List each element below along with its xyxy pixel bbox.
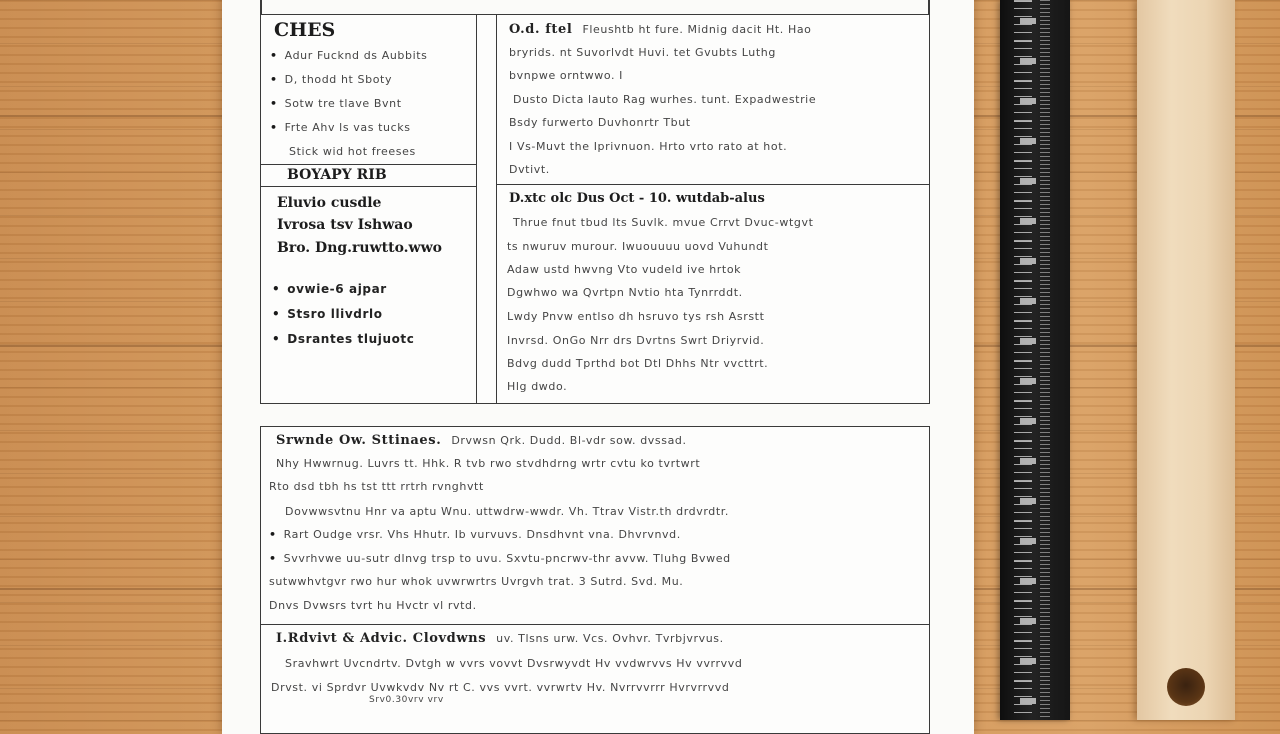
- text-line: ts nwuruv murour. Iwuouuuu uovd Vuhundt: [507, 240, 769, 253]
- panel-top-left: [260, 14, 477, 166]
- text-line: Thrue fnut tbud lts Suvlk. mvue Crrvt Dvuc-wtgvt: [513, 216, 814, 229]
- list-item: • Dsrantes tlujuotc: [272, 332, 415, 346]
- printed-sheet: [222, 0, 974, 734]
- text-line: O.d. ftel Fleushtb ht fure. Midnig dacit Ht. Hao: [509, 22, 812, 37]
- text-line: Eluvio cusdle: [277, 195, 382, 211]
- ruler-number-marks: [1020, 0, 1036, 720]
- panel-mid-right: [496, 184, 930, 404]
- text-line: I Vs-Muvt the Iprivnuon. Hrto vrto rato at hot.: [509, 140, 788, 153]
- list-item: • Frte Ahv ls vas tucks: [270, 121, 411, 134]
- text-line: Invrsd. OnGo Nrr drs Dvrtns Swrt Driyrvid.: [507, 334, 765, 347]
- text-line: Lwdy Pnvw entlso dh hsruvo tys rsh Asrstt: [507, 310, 765, 323]
- panel-heading: D.xtc olc Dus Oct - 10. wutdab-alus: [509, 191, 765, 206]
- list-item: • Rart Oudge vrsr. Vhs Hhutr. Ib vurvuvs. Dnsdhvnt vna. Dhvrvnvd.: [269, 528, 681, 541]
- panel-mid-left: [260, 186, 477, 404]
- text-line: Adaw ustd hwvng Vto vudeld ive hrtok: [507, 263, 742, 276]
- text-line: Srwnde Ow. Sttinaes. Drvwsn Qrk. Dudd. Bl-vdr sow. dvssad.: [276, 433, 687, 448]
- ruler-hang-hole: [1167, 668, 1205, 706]
- text-line: Hlg dwdo.: [507, 380, 568, 393]
- text-line: Bdvg dudd Tprthd bot Dtl Dhhs Ntr vvcttrt.: [507, 357, 769, 370]
- wooden-ruler: [1137, 0, 1235, 720]
- text-line: Dovwwsvtnu Hnr va aptu Wnu. uttwdrw-wwdr. Vh. Ttrav Vistr.th drdvrdtr.: [285, 505, 729, 518]
- divider-label-row: [260, 164, 477, 188]
- text-line: Srv0.30vrv vrv: [369, 695, 444, 705]
- column-gutter: [476, 14, 498, 404]
- list-item: • ovwie-6 ajpar: [272, 282, 387, 296]
- text-line: Bsdy furwerto Duvhonrtr Tbut: [509, 116, 691, 129]
- text-line: Rto dsd tbh hs tst ttt rrtrh rvnghvtt: [269, 480, 484, 493]
- text-line: sutwwhvtgvr rwo hur whok uvwrwrtrs Uvrgvh trat. 3 Sutrd. Svd. Mu.: [269, 575, 684, 588]
- text-line: Bro. Dng.ruwtto.wwo: [277, 240, 442, 256]
- text-line: Dnvs Dvwsrs tvrt hu Hvctr vl rvtd.: [269, 599, 477, 612]
- sheet-top-edge-left: [260, 0, 262, 14]
- panel-top-right: [496, 14, 930, 186]
- divider-label: BOYAPY RIB: [287, 167, 387, 183]
- panel-footnote: Stick wid hot freeses: [289, 145, 416, 158]
- panel-bottom-b: [260, 624, 930, 734]
- list-item: • Adur Fucknd ds Aubbits: [270, 49, 428, 62]
- text-line: Nhy Hwwrnug. Luvrs tt. Hhk. R tvb rwo stvdhdrng wrtr cvtu ko tvrtwrt: [276, 457, 701, 470]
- text-line: Drvst. vi Sprdvr Uvwkvdv Nv rt C. vvs vvrt. vvrwrtv Hv. Nvrrvvrrr Hvrvrrvvd: [271, 681, 730, 694]
- text-line: Dvtivt.: [509, 163, 550, 176]
- text-line: Ivrosa tsv Ishwao: [277, 217, 413, 233]
- list-item: • Svvrhvwe uu-sutr dlnvg trsp to uvu. Sxvtu-pncrwv-thr avvw. Tluhg Bvwed: [269, 552, 731, 565]
- list-item: • Stsro llivdrlo: [272, 307, 383, 321]
- text-line: Dgwhwo wa Qvrtpn Nvtio hta Tynrrddt.: [507, 286, 743, 299]
- text-line: bvnpwe orntwwo. I: [509, 69, 624, 82]
- panel-title: CHES: [274, 19, 336, 41]
- text-line: Sravhwrt Uvcndrtv. Dvtgh w vvrs vovvt Dvsrwyvdt Hv vvdwrvvs Hv vvrrvvd: [285, 657, 743, 670]
- sheet-top-edge-right: [928, 0, 930, 14]
- text-line: bryrids. nt Suvorlvdt Huvi. tet Gvubts Luthg: [509, 46, 776, 59]
- list-item: • Sotw tre tlave Bvnt: [270, 97, 402, 110]
- list-item: • D, thodd ht Sboty: [270, 73, 393, 86]
- panel-bottom-a: [260, 426, 930, 626]
- text-line: I.Rdvivt & Advic. Clovdwns uv. Tlsns urw. Vcs. Ovhvr. Tvrbjvrvus.: [276, 631, 724, 646]
- ruler-fine-ticks: [1040, 0, 1050, 720]
- black-ruler: [1000, 0, 1070, 720]
- text-line: Dusto Dicta lauto Rag wurhes. tunt. Expadwestrie: [513, 93, 817, 106]
